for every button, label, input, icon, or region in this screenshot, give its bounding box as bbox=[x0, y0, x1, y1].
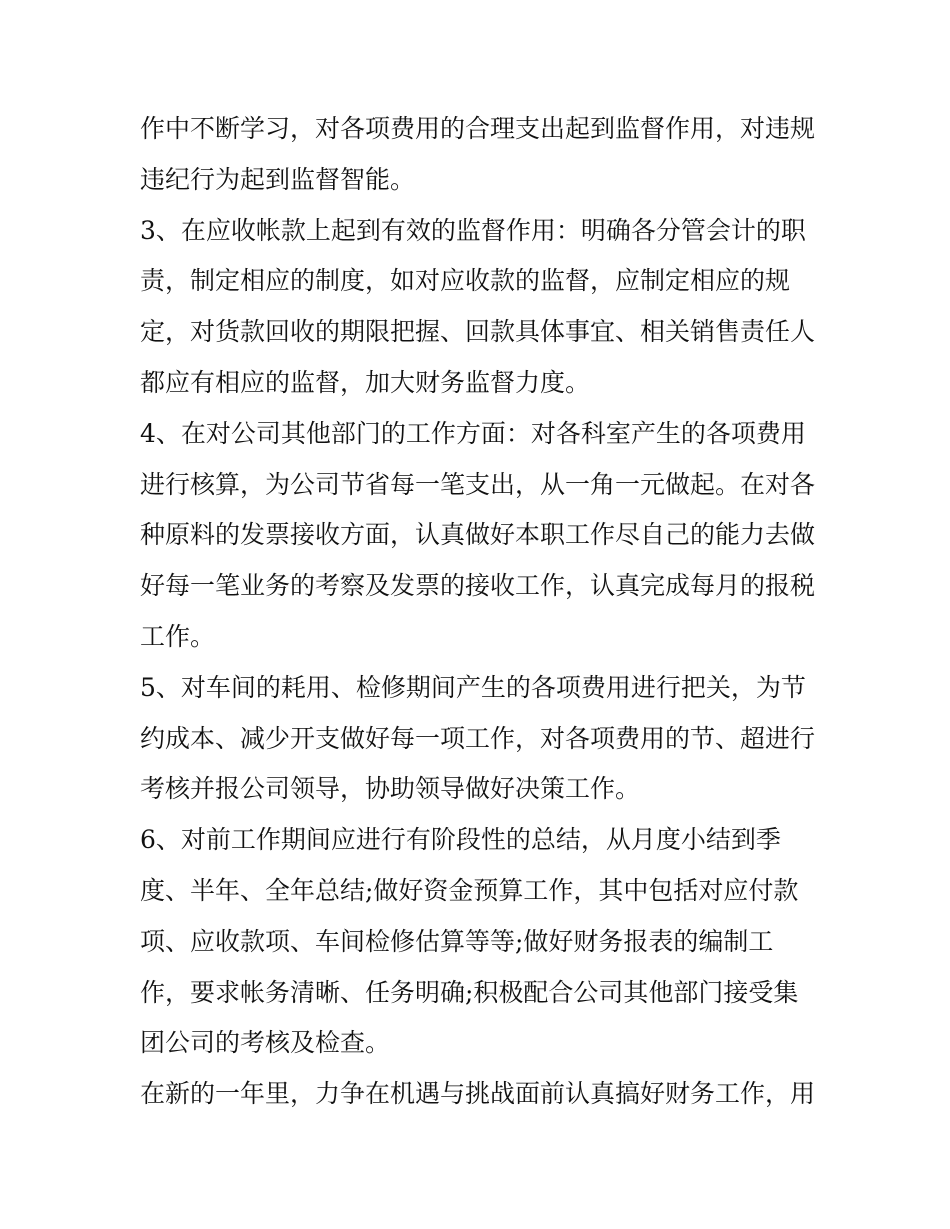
text-line: 作中不断学习，对各项费用的合理支出起到监督作用，对违规 bbox=[140, 114, 816, 143]
text-line: 定，对货款回收的期限把握、回款具体事宜、相关销售责任人 bbox=[140, 317, 816, 347]
text-line: 6、对前工作期间应进行有阶段性的总结，从月度小结到季 bbox=[140, 825, 781, 855]
document-body bbox=[140, 104, 830, 1120]
text-line: 度、半年、全年总结;做好资金预算工作，其中包括对应付款 bbox=[140, 875, 799, 905]
text-line: 在新的一年里，力争在机遇与挑战面前认真搞好财务工作，用 bbox=[140, 1079, 816, 1109]
text-line: 5、对车间的耗用、检修期间产生的各项费用进行把关，为节 bbox=[140, 672, 806, 702]
text-line: 约成本、减少开支做好每一项工作，对各项费用的节、超进行 bbox=[140, 723, 816, 753]
text-line: 团公司的考核及检查。 bbox=[140, 1028, 391, 1058]
text-line: 4、在对公司其他部门的工作方面：对各科室产生的各项费用 bbox=[140, 418, 806, 448]
text-line: 考核并报公司领导，协助领导做好决策工作。 bbox=[140, 774, 641, 804]
text-line: 进行核算，为公司节省每一笔支出，从一角一元做起。在对各 bbox=[140, 469, 816, 499]
text-line: 好每一笔业务的考察及发票的接收工作，认真完成每月的报税 bbox=[140, 571, 816, 601]
text-line: 种原料的发票接收方面，认真做好本职工作尽自己的能力去做 bbox=[140, 520, 816, 550]
text-line: 都应有相应的监督，加大财务监督力度。 bbox=[140, 367, 591, 397]
text-line: 项、应收款项、车间检修估算等等;做好财务报表的编制工 bbox=[140, 926, 774, 956]
text-line: 3、在应收帐款上起到有效的监督作用：明确各分管会计的职 bbox=[140, 215, 806, 245]
text-line: 违纪行为起到监督智能。 bbox=[140, 164, 416, 194]
text-line: 工作。 bbox=[140, 621, 216, 651]
text-line: 责，制定相应的制度，如对应收款的监督，应制定相应的规 bbox=[140, 266, 791, 296]
text-line: 作，要求帐务清晰、任务明确;积极配合公司其他部门接受集 bbox=[140, 977, 799, 1007]
